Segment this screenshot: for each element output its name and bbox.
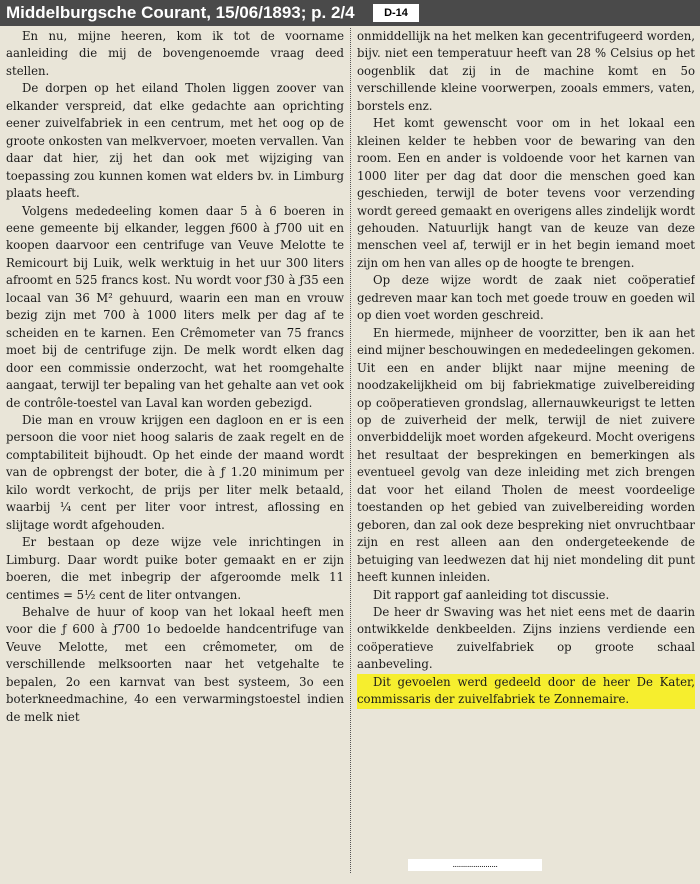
paragraph: Volgens mededeeling komen daar 5 à 6 boeren in eene gemeente bij elkander, leggen ƒ600 à ƒ700 uit en koopen daarvoor een centrifuge van Veuve Melotte te Remicourt bij Luik, welk werktuig in het uur 300 liters afroomt en 525 francs kost. Nu wordt voor ƒ30 à ƒ35 een locaal van 36 M² gehuurd, waarin een man en vrouw bezig zijn met 700 à 1000 liters melk per dag af te scheiden en te karnen. Een Crêmometer van 75 francs moet bij de centrifuge zijn. De melk wordt elken dag door een commissie onderzocht, wat het roomgehalte aangaat, terwijl ter bepaling van het gehalte aan vet ook de contrôle-toestel van Laval kan worden gebezigd.	[6, 203, 344, 410]
clipping-title: Middelburgsche Courant, 15/06/1893; p. 2/4	[6, 3, 355, 22]
right-column	[357, 28, 695, 870]
footer-dots: ......................	[408, 859, 542, 871]
paragraph: Op deze wijze wordt de zaak niet coöperatief gedreven maar kan toch met goede trouw en goeden wil op dien voet worden geschreid.	[357, 273, 695, 323]
clipping-header	[0, 0, 700, 26]
column-divider	[350, 28, 351, 873]
paragraph: En nu, mijne heeren, kom ik tot de voorname aanleiding die mij de bovengenoemde vraag deed stellen.	[6, 29, 344, 78]
highlighted-paragraph: Dit gevoelen werd gedeeld door de heer De Kater, commissaris der zuivelfabriek te Zonnemaire.	[357, 674, 695, 709]
paragraph: Er bestaan op deze wijze vele inrichtingen in Limburg. Daar wordt puike boter gemaakt en er zijn boeren, die met inbegrip der afgeroomde melk 11 centimes = 5½ cent de liter ontvangen.	[6, 535, 344, 602]
paragraph: Die man en vrouw krijgen een dagloon en er is een persoon die voor niet hoog salaris de zaak regelt en de comptabiliteit bijhoudt. Op het einde der maand wordt van de opbrengst der boter, die à ƒ 1.20 minimum per kilo wordt verkocht, de prijs per liter melk betaald, waarbij ¼ cent per liter voor intrest, aflossing en slijtage wordt afgehouden.	[6, 412, 344, 532]
paragraph: En hiermede, mijnheer de voorzitter, ben ik aan het eind mijner beschouwingen en mededeelingen gekomen. Uit een en ander blijkt naar mijne meening de noodzakelijkheid om bij fabriekmatige zuivelbereiding op coöperatieven grondslag, allernauwkeurigst te letten op de zuiverheid der melk, terwijl de niet zuivere onverbiddelijk moet worden afgekeurd. Mocht overigens het resultaat der besprekingen en bemerkingen als eventueel gevolg van deze inleiding met zich brengen dat voor het eiland Tholen de meest voordeelige toestanden op het gebied van zuivelbereiding worden geboren, dan zal ook deze bespreking niet onvruchtbaar zijn en rest alleen aan den ondergeteekende de betuiging van leedwezen dat hij niet mondeling dit punt heeft kunnen inleiden.	[357, 325, 695, 585]
left-column	[6, 28, 344, 870]
clipping-tag: D-14	[373, 4, 419, 22]
paragraph: onmiddellijk na het melken kan gecentrifugeerd worden, bijv. niet een temperatuur heeft van 28 % Celsius op het oogenblik dat zij in de machine komt en 5o verschillende kleine voorwerpen, zooals emmers, vaten, borstels enz.	[357, 29, 695, 113]
paragraph: De heer dr Swaving was het niet eens met de daarin ontwikkelde denkbeelden. Zijns inziens verdiende een coöperatieve zuivelfabriek op groote schaal aanbeveling.	[357, 604, 695, 672]
paragraph: Het komt gewenscht voor om in het lokaal een kleinen kelder te hebben voor de bewaring van den room. Een en ander is voldoende voor het karnen van 1000 liter per dag dat door die menschen goed kan geschieden, terwijl de boter tevens voor verzending wordt gereed gemaakt en overigens alles zindelijk wordt gehouden. Natuurlijk hangt van de keuze van deze menschen veel af, terwijl er in het begin iemand moet zijn om hen van alles op de hoogte te brengen.	[357, 116, 695, 270]
paragraph: Behalve de huur of koop van het lokaal heeft men voor die ƒ 600 à ƒ700 1o bedoelde handcentrifuge van Veuve Melotte, met een crêmometer, om de verschillende melksoorten naar het vetgehalte te bepalen, 2o een karnvat van best systeem, 3o een boterkneedmachine, 4o een verwarmingstoestel indien de melk niet	[6, 604, 344, 724]
paragraph: De dorpen op het eiland Tholen liggen zoover van elkander verspreid, dat elke gedachte aan oprichting eener zuivelfabriek in een centrum, met het oog op de groote onkosten van melkvervoer, moeten vervallen. Van daar dat hier, zij het dan ook met wijziging van toepassing zou kunnen komen wat elders bv. in Limburg plaats heeft.	[6, 81, 344, 201]
paragraph: Dit rapport gaf aanleiding tot discussie.	[373, 587, 610, 602]
